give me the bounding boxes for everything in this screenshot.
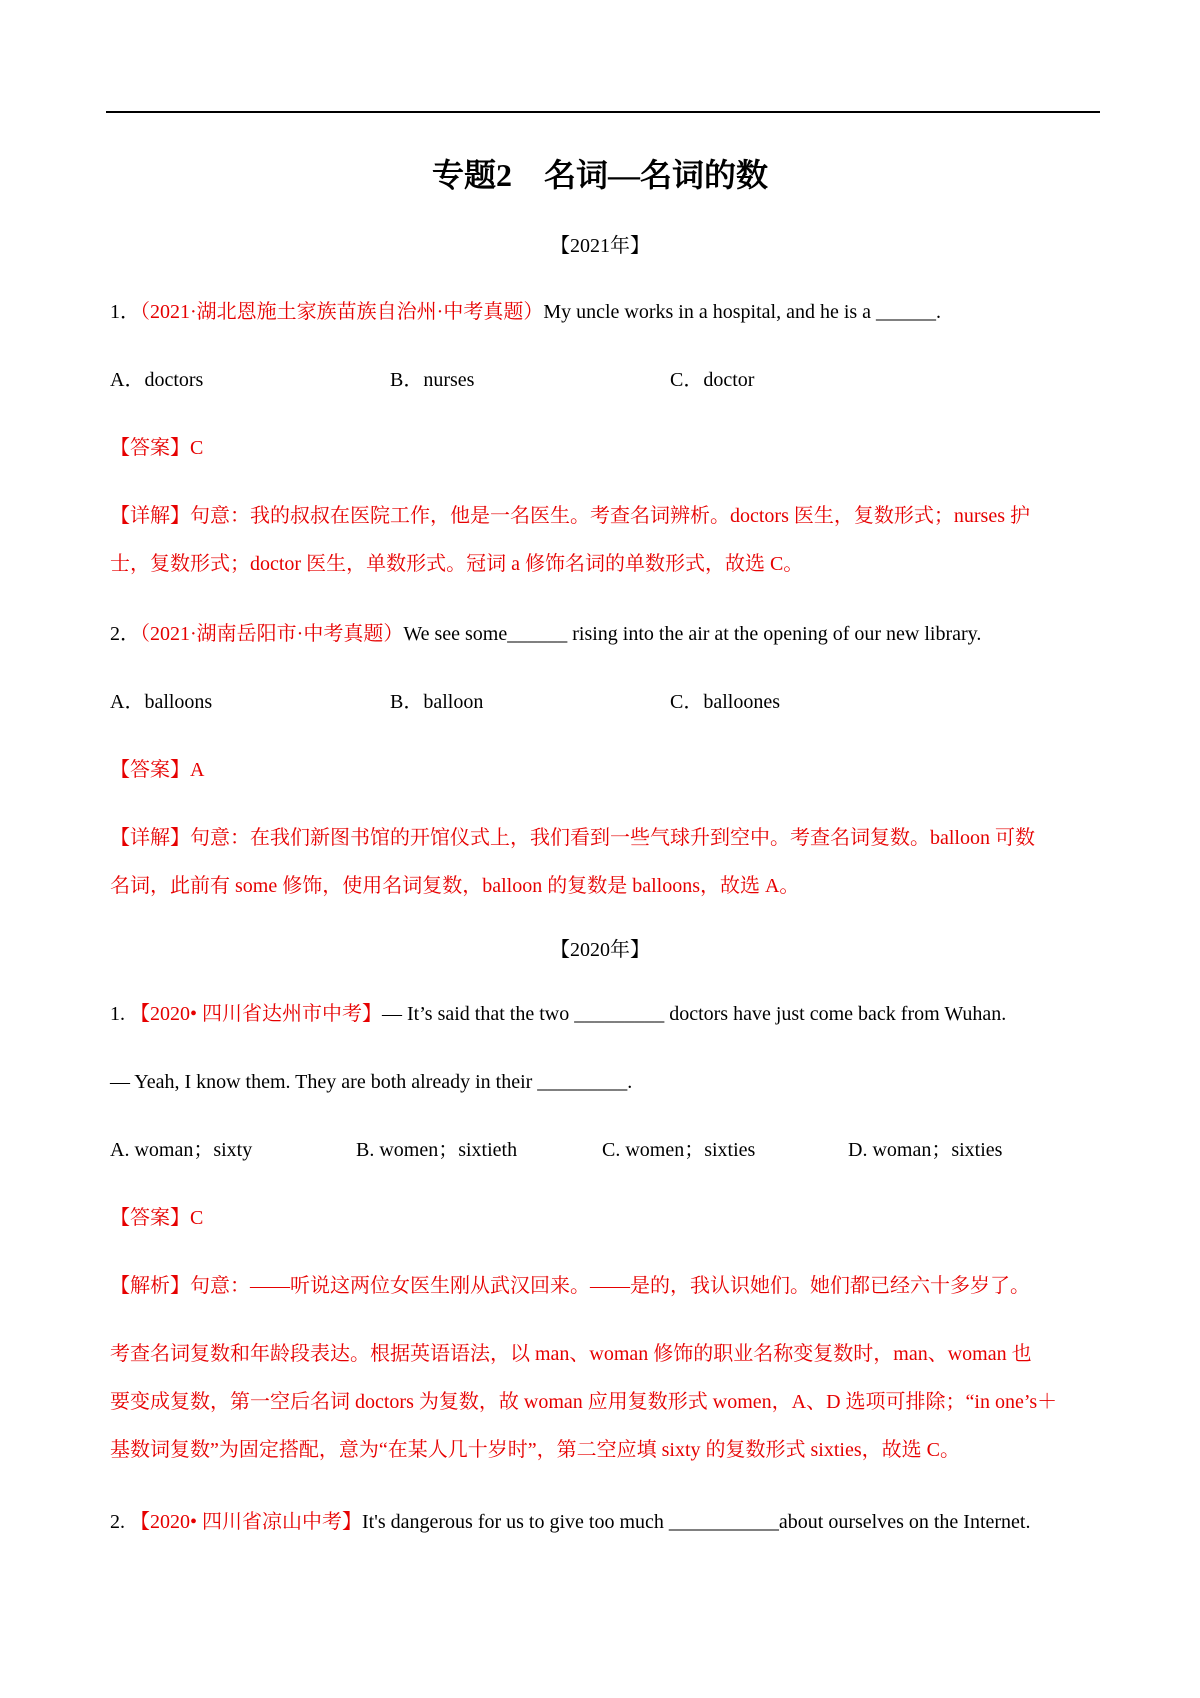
option-b: B. women；sixtieth xyxy=(356,1139,518,1161)
question-text: — It’s said that the two _________ doctors have just come back from Wuhan. xyxy=(382,1003,1007,1025)
explanation-line: 士，复数形式；doctor 医生，单数形式。冠词 a 修饰名词的单数形式，故选 C。 xyxy=(110,553,804,575)
option-a: A．doctors xyxy=(110,369,204,391)
explanation-line: 【解析】句意：——听说这两位女医生刚从武汉回来。——是的，我认识她们。她们都已经六十多岁了。 xyxy=(110,1275,1030,1297)
question-text: My uncle works in a hospital, and he is a ______. xyxy=(543,301,942,323)
answer-label: 【答案】 xyxy=(110,759,190,781)
explanation-line: 考查名词复数和年龄段表达。根据英语语法，以 man、woman 修饰的职业名称变复数时，man、woman 也 xyxy=(110,1343,1032,1365)
option-c: C. women；sixties xyxy=(602,1139,756,1161)
explanation-label: 【解析】 xyxy=(110,1275,190,1297)
question-number: 1． xyxy=(110,301,140,323)
answer-value: C xyxy=(190,437,204,459)
page-title xyxy=(0,150,1200,196)
question-source: 【2020• 四川省达州市中考】 xyxy=(130,1003,383,1025)
header-rule xyxy=(106,111,1100,113)
question-source: 【2020• 四川省凉山中考】 xyxy=(130,1511,363,1533)
question-stem xyxy=(110,620,981,648)
year-heading-2021: 【2021年】 xyxy=(550,235,650,257)
option-b: B．nurses xyxy=(390,369,475,391)
answer-value: C xyxy=(190,1207,204,1229)
answer-line xyxy=(110,1204,203,1232)
option-a: A. woman；sixty xyxy=(110,1139,253,1161)
question-stem xyxy=(110,1000,1006,1028)
year-heading-2020: 【2020年】 xyxy=(550,939,650,961)
question-number: 2． xyxy=(110,623,140,645)
explanation-line: 基数词复数”为固定搭配，意为“在某人几十岁时”，第二空应填 sixty 的复数形式 sixties，故选 C。 xyxy=(110,1439,960,1461)
answer-line xyxy=(110,434,203,462)
question-text-reply: — Yeah, I know them. They are both already in their _________. xyxy=(110,1071,633,1093)
title-topic: 专题2 xyxy=(431,157,512,193)
question-number: 1. xyxy=(110,1003,125,1025)
option-a: A．balloons xyxy=(110,691,213,713)
explanation-label: 【详解】 xyxy=(110,505,190,527)
explanation-line: 【详解】句意：在我们新图书馆的开馆仪式上，我们看到一些气球升到空中。考查名词复数。balloon 可数 xyxy=(110,827,1035,849)
explanation-label: 【详解】 xyxy=(110,827,190,849)
question-text: It's dangerous for us to give too much ___________about ourselves on the Internet. xyxy=(362,1511,1031,1533)
explanation-line: 要变成复数，第一空后名词 doctors 为复数，故 woman 应用复数形式 women，A、D 选项可排除；“in one’s＋ xyxy=(110,1391,1058,1413)
question-stem xyxy=(110,298,941,326)
question-text: We see some______ rising into the air at the opening of our new library. xyxy=(403,623,982,645)
title-subject: 名词—名词的数 xyxy=(544,157,769,193)
explanation-line: 名词，此前有 some 修饰，使用名词复数，balloon 的复数是 balloons，故选 A。 xyxy=(110,875,800,897)
option-c: C．doctor xyxy=(670,369,755,391)
explanation-line: 【详解】句意：我的叔叔在医院工作，他是一名医生。考查名词辨析。doctors 医生，复数形式；nurses 护 xyxy=(110,505,1030,527)
answer-label: 【答案】 xyxy=(110,437,190,459)
answer-value: A xyxy=(190,759,205,781)
answer-label: 【答案】 xyxy=(110,1207,190,1229)
question-source: （2021·湖南岳阳市·中考真题） xyxy=(140,623,404,645)
question-source: （2021·湖北恩施土家族苗族自治州·中考真题） xyxy=(140,301,544,323)
option-d: D. woman；sixties xyxy=(848,1139,1003,1161)
question-number: 2. xyxy=(110,1511,125,1533)
option-b: B．balloon xyxy=(390,691,484,713)
answer-line xyxy=(110,756,204,784)
option-c: C．balloones xyxy=(670,691,780,713)
question-stem xyxy=(110,1508,1031,1536)
